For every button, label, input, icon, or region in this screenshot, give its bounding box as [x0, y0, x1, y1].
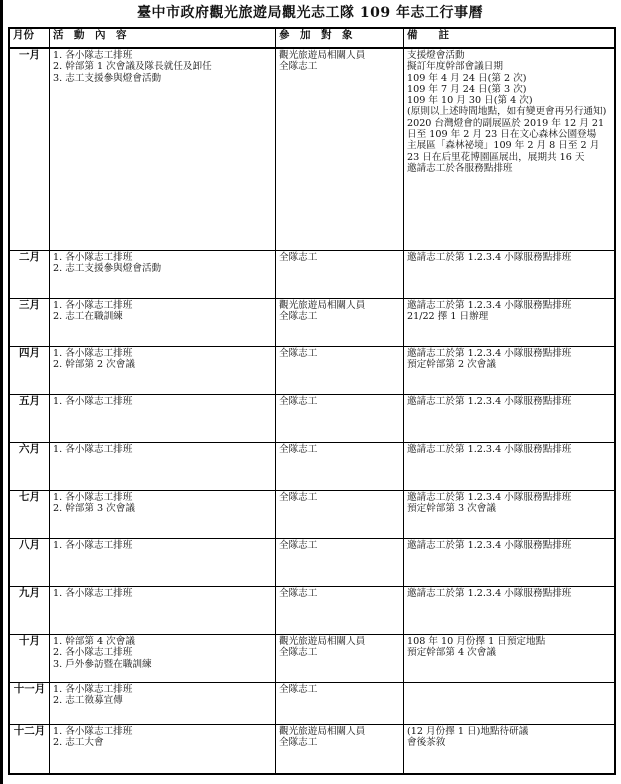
activity-cell: [50, 491, 276, 539]
notes-cell: [404, 725, 614, 773]
activity-item: 2. 志工在職訓練: [53, 311, 123, 323]
activity-cell: [50, 587, 276, 635]
note-item: 主展區「森林祕境」109 年 2 月 8 日至 2 月 23 日在后里花博園區展出，展期共 16 天: [407, 140, 600, 163]
activity-cell: [50, 347, 276, 395]
note-item: 預定幹部第 3 次會議: [407, 503, 496, 515]
table-row: [10, 395, 614, 443]
header-notes: 備 註: [404, 29, 614, 49]
month-cell: 五月: [10, 395, 50, 443]
participant-item: 全隊志工: [279, 348, 318, 359]
activity-cell: [50, 683, 276, 725]
activity-item: 1. 各小隊志工排班: [53, 396, 133, 407]
note-item: 會後茶敘: [407, 737, 446, 749]
note-item: 支援燈會活動: [407, 50, 465, 61]
note-item: 109 年 4 月 24 日(第 2 次): [407, 72, 527, 84]
activity-item: 1. 各小隊志工排班: [53, 540, 133, 551]
month-cell: 一月: [10, 49, 50, 251]
note-item: 邀請志工於第 1.2.3.4 小隊服務點排班: [407, 396, 572, 407]
activity-cell: [50, 635, 276, 683]
month-cell: 二月: [10, 251, 50, 299]
table-header-row: [10, 29, 614, 49]
notes-cell: [404, 443, 614, 491]
participant-item: 全隊志工: [279, 61, 318, 73]
note-item: 109 年 10 月 30 日(第 4 次): [407, 95, 533, 107]
activity-item: 1. 各小隊志工排班: [53, 300, 133, 311]
note-item: 擬訂年度幹部會議日期: [407, 61, 503, 73]
notes-cell: [404, 491, 614, 539]
participant-item: 全隊志工: [279, 588, 318, 599]
table-row: [10, 491, 614, 539]
participants-cell: [276, 635, 404, 683]
table-row: [10, 587, 614, 635]
activity-item: 2. 志工支援參與燈會活動: [53, 263, 162, 275]
notes-cell: [404, 683, 614, 725]
participant-item: 全隊志工: [279, 684, 318, 695]
document-page: [8, 0, 612, 775]
notes-cell: [404, 251, 614, 299]
document-title: [8, 0, 612, 27]
participant-item: 全隊志工: [279, 252, 318, 263]
activity-item: 2. 幹部第 3 次會議: [53, 503, 135, 515]
activity-item: 1. 各小隊志工排班: [53, 726, 133, 737]
month-cell: 九月: [10, 587, 50, 635]
participants-cell: [276, 251, 404, 299]
month-cell: 十月: [10, 635, 50, 683]
note-item: 邀請志工於第 1.2.3.4 小隊服務點排班: [407, 588, 572, 599]
note-item: 2020 台灣燈會的副展區於 2019 年 12 月 21 日至 109 年 2 月 23 日在文心森林公園登場: [407, 117, 605, 141]
title-text: 臺中市政府觀光旅遊局觀光志工隊 109 年志工行事曆: [137, 5, 483, 21]
note-item: 邀請志工於第 1.2.3.4 小隊服務點排班: [407, 444, 572, 455]
note-item: 邀請志工於第 1.2.3.4 小隊服務點排班: [407, 252, 572, 263]
participant-item: 觀光旅遊局相關人員: [279, 636, 366, 647]
participants-cell: [276, 299, 404, 347]
notes-cell: [404, 635, 614, 683]
note-item: 邀請志工於各服務點排班: [407, 162, 513, 174]
month-cell: 四月: [10, 347, 50, 395]
activity-cell: [50, 539, 276, 587]
activity-item: 1. 幹部第 4 次會議: [53, 636, 135, 647]
activity-item: 1. 各小隊志工排班: [53, 444, 133, 455]
table-row: [10, 49, 614, 251]
table-row: [10, 347, 614, 395]
notes-cell: [404, 539, 614, 587]
month-cell: 七月: [10, 491, 50, 539]
participant-item: 全隊志工: [279, 647, 318, 659]
header-month: 月份: [10, 29, 50, 49]
note-item: 108 年 10 月份擇 1 日預定地點: [407, 636, 546, 647]
activity-item: 1. 各小隊志工排班: [53, 50, 133, 61]
participants-cell: [276, 683, 404, 725]
activity-cell: [50, 251, 276, 299]
activity-cell: [50, 443, 276, 491]
note-item: (12 月份擇 1 日)地點待研議: [407, 726, 529, 737]
participant-item: 全隊志工: [279, 737, 318, 749]
month-cell: 六月: [10, 443, 50, 491]
participant-item: 全隊志工: [279, 311, 318, 323]
activity-item: 1. 各小隊志工排班: [53, 492, 133, 503]
note-item: 邀請志工於第 1.2.3.4 小隊服務點排班: [407, 348, 572, 359]
header-activity: 活 動 內 容: [50, 29, 276, 49]
activity-item: 1. 各小隊志工排班: [53, 588, 133, 599]
participants-cell: [276, 347, 404, 395]
note-item: (原則以上述時間地點，如有變更會再另行通知): [407, 106, 607, 118]
activity-cell: [50, 299, 276, 347]
table-row: [10, 299, 614, 347]
table-row: [10, 725, 614, 773]
activity-item: 2. 各小隊志工排班: [53, 647, 133, 659]
month-cell: 八月: [10, 539, 50, 587]
notes-cell: [404, 49, 614, 251]
note-item: 邀請志工於第 1.2.3.4 小隊服務點排班: [407, 492, 572, 503]
participant-item: 全隊志工: [279, 444, 318, 455]
activity-item: 3. 戶外參訪暨在職訓練: [53, 658, 152, 670]
activity-item: 2. 志工徵募宣傳: [53, 695, 123, 707]
page-left-border: [0, 0, 3, 784]
note-item: 109 年 7 月 24 日(第 3 次): [407, 83, 527, 95]
month-cell: 三月: [10, 299, 50, 347]
activity-cell: [50, 395, 276, 443]
participant-item: 觀光旅遊局相關人員: [279, 726, 366, 737]
note-item: 21/22 擇 1 日辦理: [407, 311, 489, 323]
activity-cell: [50, 725, 276, 773]
note-item: 邀請志工於第 1.2.3.4 小隊服務點排班: [407, 300, 572, 311]
schedule-table: [8, 27, 616, 775]
participants-cell: [276, 395, 404, 443]
participant-item: 觀光旅遊局相關人員: [279, 50, 366, 61]
activity-item: 2. 幹部第 1 次會議及隊長就任及卸任: [53, 61, 212, 73]
table-row: [10, 539, 614, 587]
participants-cell: [276, 491, 404, 539]
participants-cell: [276, 443, 404, 491]
note-item: 預定幹部第 4 次會議: [407, 647, 496, 659]
table-row: [10, 635, 614, 683]
month-cell: 十一月: [10, 683, 50, 725]
participant-item: 觀光旅遊局相關人員: [279, 300, 366, 311]
table-row: [10, 443, 614, 491]
activity-cell: [50, 49, 276, 251]
participants-cell: [276, 49, 404, 251]
table-row: [10, 251, 614, 299]
header-participants: 參 加 對 象: [276, 29, 404, 49]
participants-cell: [276, 725, 404, 773]
notes-cell: [404, 347, 614, 395]
note-item: 預定幹部第 2 次會議: [407, 359, 496, 371]
participants-cell: [276, 539, 404, 587]
activity-item: 1. 各小隊志工排班: [53, 252, 133, 263]
month-cell: 十二月: [10, 725, 50, 773]
notes-cell: [404, 587, 614, 635]
participant-item: 全隊志工: [279, 492, 318, 503]
activity-item: 2. 幹部第 2 次會議: [53, 359, 135, 371]
activity-item: 3. 志工支援參與燈會活動: [53, 72, 162, 84]
participant-item: 全隊志工: [279, 396, 318, 407]
activity-item: 2. 志工大會: [53, 737, 104, 749]
activity-item: 1. 各小隊志工排班: [53, 348, 133, 359]
table-row: [10, 683, 614, 725]
participants-cell: [276, 587, 404, 635]
activity-item: 1. 各小隊志工排班: [53, 684, 133, 695]
schedule-body: [10, 49, 614, 773]
participant-item: 全隊志工: [279, 540, 318, 551]
notes-cell: [404, 395, 614, 443]
note-item: 邀請志工於第 1.2.3.4 小隊服務點排班: [407, 540, 572, 551]
notes-cell: [404, 299, 614, 347]
